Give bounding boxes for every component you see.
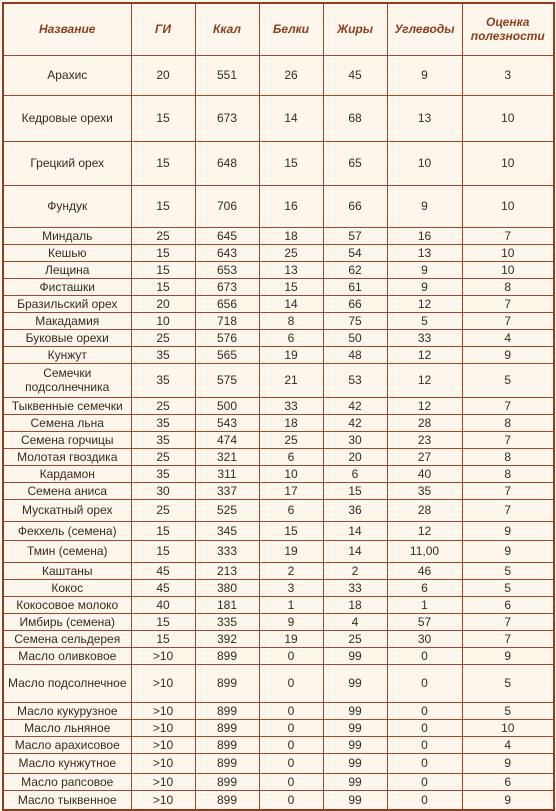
kcal-cell: 899 <box>195 702 259 719</box>
kcal-cell: 551 <box>195 55 259 95</box>
carbs-cell: 1 <box>387 596 462 613</box>
protein-cell: 15 <box>259 278 323 295</box>
header-name: Название <box>3 3 131 55</box>
table-row <box>3 596 554 613</box>
fat-cell: 18 <box>323 596 387 613</box>
protein-cell: 0 <box>259 773 323 790</box>
carbs-cell: 11,00 <box>387 540 462 562</box>
protein-cell: 0 <box>259 719 323 736</box>
kcal-cell: 380 <box>195 579 259 596</box>
usefulness-cell: 10 <box>462 141 554 185</box>
fat-cell: 15 <box>323 482 387 499</box>
usefulness-cell: 10 <box>462 244 554 261</box>
carbs-cell: 0 <box>387 719 462 736</box>
gi-cell: >10 <box>131 736 195 753</box>
table-row <box>3 329 554 346</box>
usefulness-cell: 7 <box>462 613 554 630</box>
carbs-cell: 13 <box>387 95 462 141</box>
protein-cell: 6 <box>259 329 323 346</box>
table-row <box>3 55 554 95</box>
fat-cell: 68 <box>323 95 387 141</box>
gi-cell: 35 <box>131 363 195 397</box>
gi-cell: 45 <box>131 579 195 596</box>
table-row <box>3 702 554 719</box>
table-row <box>3 363 554 397</box>
fat-cell: 30 <box>323 431 387 448</box>
name-cell: Лещина <box>3 261 131 278</box>
table-row <box>3 278 554 295</box>
fat-cell: 42 <box>323 414 387 431</box>
kcal-cell: 899 <box>195 647 259 664</box>
gi-cell: >10 <box>131 773 195 790</box>
protein-cell: 19 <box>259 540 323 562</box>
carbs-cell: 5 <box>387 312 462 329</box>
table-row <box>3 295 554 312</box>
fat-cell: 14 <box>323 540 387 562</box>
gi-cell: 15 <box>131 630 195 647</box>
kcal-cell: 474 <box>195 431 259 448</box>
usefulness-cell: 5 <box>462 579 554 596</box>
carbs-cell: 57 <box>387 613 462 630</box>
fat-cell: 4 <box>323 613 387 630</box>
kcal-cell: 899 <box>195 753 259 773</box>
kcal-cell: 565 <box>195 346 259 363</box>
carbs-cell: 12 <box>387 397 462 414</box>
fat-cell: 75 <box>323 312 387 329</box>
name-cell: Мускатный орех <box>3 499 131 521</box>
usefulness-cell: 7 <box>462 312 554 329</box>
name-cell: Грецкий орех <box>3 141 131 185</box>
table-row <box>3 521 554 540</box>
usefulness-cell: 8 <box>462 278 554 295</box>
carbs-cell: 23 <box>387 431 462 448</box>
name-cell: Семена горчицы <box>3 431 131 448</box>
fat-cell: 25 <box>323 630 387 647</box>
carbs-cell: 28 <box>387 414 462 431</box>
protein-cell: 19 <box>259 346 323 363</box>
gi-cell: >10 <box>131 702 195 719</box>
name-cell: Кедровые орехи <box>3 95 131 141</box>
header-gi: ГИ <box>131 3 195 55</box>
name-cell: Молотая гвоздика <box>3 448 131 465</box>
usefulness-cell: 7 <box>462 482 554 499</box>
carbs-cell: 30 <box>387 630 462 647</box>
carbs-cell: 0 <box>387 647 462 664</box>
carbs-cell: 9 <box>387 278 462 295</box>
fat-cell: 54 <box>323 244 387 261</box>
table-row <box>3 465 554 482</box>
usefulness-cell: 9 <box>462 521 554 540</box>
protein-cell: 18 <box>259 227 323 244</box>
kcal-cell: 718 <box>195 312 259 329</box>
header-kcal: Ккал <box>195 3 259 55</box>
fat-cell: 99 <box>323 753 387 773</box>
protein-cell: 14 <box>259 95 323 141</box>
kcal-cell: 311 <box>195 465 259 482</box>
carbs-cell: 9 <box>387 185 462 227</box>
usefulness-cell: 5 <box>462 562 554 579</box>
gi-cell: 25 <box>131 448 195 465</box>
kcal-cell: 500 <box>195 397 259 414</box>
protein-cell: 0 <box>259 753 323 773</box>
usefulness-cell: 7 <box>462 295 554 312</box>
table-row <box>3 499 554 521</box>
name-cell: Бразильский орех <box>3 295 131 312</box>
fat-cell: 48 <box>323 346 387 363</box>
kcal-cell: 333 <box>195 540 259 562</box>
header-carbs: Углеводы <box>387 3 462 55</box>
usefulness-cell: 7 <box>462 397 554 414</box>
gi-cell: 35 <box>131 465 195 482</box>
table-body <box>3 55 554 810</box>
gi-cell: 40 <box>131 596 195 613</box>
carbs-cell: 9 <box>387 55 462 95</box>
kcal-cell: 392 <box>195 630 259 647</box>
protein-cell: 21 <box>259 363 323 397</box>
gi-cell: 25 <box>131 397 195 414</box>
name-cell: Масло оливковое <box>3 647 131 664</box>
fat-cell: 66 <box>323 295 387 312</box>
kcal-cell: 575 <box>195 363 259 397</box>
header-protein: Белки <box>259 3 323 55</box>
name-cell: Масло кунжутное <box>3 753 131 773</box>
gi-cell: 15 <box>131 95 195 141</box>
fat-cell: 99 <box>323 773 387 790</box>
table-row <box>3 185 554 227</box>
usefulness-cell: 9 <box>462 346 554 363</box>
name-cell: Масло льняное <box>3 719 131 736</box>
name-cell: Тмин (семена) <box>3 540 131 562</box>
protein-cell: 15 <box>259 141 323 185</box>
carbs-cell: 0 <box>387 773 462 790</box>
table-row <box>3 613 554 630</box>
table-row <box>3 414 554 431</box>
protein-cell: 17 <box>259 482 323 499</box>
carbs-cell: 9 <box>387 261 462 278</box>
kcal-cell: 706 <box>195 185 259 227</box>
table-row <box>3 346 554 363</box>
name-cell: Фисташки <box>3 278 131 295</box>
name-cell: Макадамия <box>3 312 131 329</box>
gi-cell: 25 <box>131 499 195 521</box>
protein-cell: 14 <box>259 295 323 312</box>
protein-cell: 2 <box>259 562 323 579</box>
name-cell: Масло арахисовое <box>3 736 131 753</box>
name-cell: Каштаны <box>3 562 131 579</box>
kcal-cell: 899 <box>195 719 259 736</box>
carbs-cell: 13 <box>387 244 462 261</box>
fat-cell: 50 <box>323 329 387 346</box>
name-cell: Масло тыквенное <box>3 790 131 810</box>
fat-cell: 33 <box>323 579 387 596</box>
carbs-cell: 27 <box>387 448 462 465</box>
gi-cell: 20 <box>131 55 195 95</box>
table-row <box>3 431 554 448</box>
carbs-cell: 0 <box>387 753 462 773</box>
usefulness-cell: 9 <box>462 647 554 664</box>
name-cell: Фундук <box>3 185 131 227</box>
name-cell: Тыквенные семечки <box>3 397 131 414</box>
kcal-cell: 643 <box>195 244 259 261</box>
carbs-cell: 12 <box>387 363 462 397</box>
carbs-cell: 12 <box>387 346 462 363</box>
protein-cell: 0 <box>259 790 323 810</box>
protein-cell: 0 <box>259 702 323 719</box>
gi-cell: 25 <box>131 329 195 346</box>
table-row <box>3 562 554 579</box>
name-cell: Кокосовое молоко <box>3 596 131 613</box>
usefulness-cell: 8 <box>462 465 554 482</box>
usefulness-cell: 8 <box>462 414 554 431</box>
protein-cell: 6 <box>259 499 323 521</box>
name-cell: Семена сельдерея <box>3 630 131 647</box>
fat-cell: 99 <box>323 736 387 753</box>
protein-cell: 1 <box>259 596 323 613</box>
gi-cell: 35 <box>131 414 195 431</box>
gi-cell: 15 <box>131 244 195 261</box>
protein-cell: 0 <box>259 664 323 702</box>
fat-cell: 99 <box>323 647 387 664</box>
kcal-cell: 576 <box>195 329 259 346</box>
table-row <box>3 448 554 465</box>
usefulness-cell: 9 <box>462 753 554 773</box>
gi-cell: 10 <box>131 312 195 329</box>
usefulness-cell: 6 <box>462 596 554 613</box>
name-cell: Имбирь (семена) <box>3 613 131 630</box>
table-row <box>3 736 554 753</box>
carbs-cell: 33 <box>387 329 462 346</box>
carbs-cell: 46 <box>387 562 462 579</box>
usefulness-cell: 5 <box>462 664 554 702</box>
carbs-cell: 12 <box>387 295 462 312</box>
fat-cell: 42 <box>323 397 387 414</box>
header-row <box>3 3 554 55</box>
gi-cell: >10 <box>131 790 195 810</box>
protein-cell: 25 <box>259 244 323 261</box>
nutrition-table <box>2 2 555 811</box>
protein-cell: 0 <box>259 647 323 664</box>
name-cell: Кунжут <box>3 346 131 363</box>
gi-cell: 30 <box>131 482 195 499</box>
fat-cell: 14 <box>323 521 387 540</box>
gi-cell: 35 <box>131 346 195 363</box>
carbs-cell: 0 <box>387 702 462 719</box>
fat-cell: 62 <box>323 261 387 278</box>
gi-cell: >10 <box>131 664 195 702</box>
usefulness-cell: 3 <box>462 55 554 95</box>
usefulness-cell: 10 <box>462 261 554 278</box>
fat-cell: 20 <box>323 448 387 465</box>
kcal-cell: 673 <box>195 278 259 295</box>
kcal-cell: 337 <box>195 482 259 499</box>
usefulness-cell: 5 <box>462 702 554 719</box>
gi-cell: 15 <box>131 278 195 295</box>
table-row <box>3 141 554 185</box>
carbs-cell: 6 <box>387 579 462 596</box>
gi-cell: >10 <box>131 753 195 773</box>
name-cell: Семечки подсолнечника <box>3 363 131 397</box>
carbs-cell: 0 <box>387 664 462 702</box>
usefulness-cell: 7 <box>462 499 554 521</box>
fat-cell: 99 <box>323 702 387 719</box>
gi-cell: 15 <box>131 141 195 185</box>
gi-cell: 25 <box>131 227 195 244</box>
gi-cell: 20 <box>131 295 195 312</box>
name-cell: Масло кукурузное <box>3 702 131 719</box>
kcal-cell: 899 <box>195 790 259 810</box>
name-cell: Масло рапсовое <box>3 773 131 790</box>
kcal-cell: 645 <box>195 227 259 244</box>
fat-cell: 45 <box>323 55 387 95</box>
usefulness-cell: 6 <box>462 773 554 790</box>
table-row <box>3 579 554 596</box>
fat-cell: 99 <box>323 719 387 736</box>
gi-cell: 15 <box>131 613 195 630</box>
name-cell: Кардамон <box>3 465 131 482</box>
fat-cell: 6 <box>323 465 387 482</box>
table-row <box>3 397 554 414</box>
kcal-cell: 899 <box>195 736 259 753</box>
usefulness-cell: 10 <box>462 719 554 736</box>
gi-cell: 15 <box>131 261 195 278</box>
gi-cell: 35 <box>131 431 195 448</box>
name-cell: Кокос <box>3 579 131 596</box>
kcal-cell: 899 <box>195 773 259 790</box>
carbs-cell: 10 <box>387 141 462 185</box>
protein-cell: 3 <box>259 579 323 596</box>
name-cell: Масло подсолнечное <box>3 664 131 702</box>
fat-cell: 36 <box>323 499 387 521</box>
fat-cell: 2 <box>323 562 387 579</box>
protein-cell: 6 <box>259 448 323 465</box>
gi-cell: 45 <box>131 562 195 579</box>
protein-cell: 16 <box>259 185 323 227</box>
protein-cell: 19 <box>259 630 323 647</box>
name-cell: Семена аниса <box>3 482 131 499</box>
protein-cell: 8 <box>259 312 323 329</box>
kcal-cell: 543 <box>195 414 259 431</box>
name-cell: Арахис <box>3 55 131 95</box>
carbs-cell: 35 <box>387 482 462 499</box>
gi-cell: 15 <box>131 185 195 227</box>
name-cell: Фекхель (семена) <box>3 521 131 540</box>
usefulness-cell: 5 <box>462 363 554 397</box>
table-row <box>3 261 554 278</box>
kcal-cell: 648 <box>195 141 259 185</box>
usefulness-cell: 10 <box>462 185 554 227</box>
gi-cell: >10 <box>131 647 195 664</box>
kcal-cell: 673 <box>195 95 259 141</box>
table-row <box>3 95 554 141</box>
usefulness-cell: 8 <box>462 448 554 465</box>
protein-cell: 9 <box>259 613 323 630</box>
fat-cell: 57 <box>323 227 387 244</box>
kcal-cell: 345 <box>195 521 259 540</box>
name-cell: Миндаль <box>3 227 131 244</box>
table-row <box>3 647 554 664</box>
kcal-cell: 653 <box>195 261 259 278</box>
carbs-cell: 0 <box>387 790 462 810</box>
table-row <box>3 482 554 499</box>
carbs-cell: 16 <box>387 227 462 244</box>
fat-cell: 65 <box>323 141 387 185</box>
name-cell: Буковые орехи <box>3 329 131 346</box>
fat-cell: 53 <box>323 363 387 397</box>
kcal-cell: 335 <box>195 613 259 630</box>
usefulness-cell: 4 <box>462 736 554 753</box>
gi-cell: 15 <box>131 540 195 562</box>
gi-cell: >10 <box>131 719 195 736</box>
protein-cell: 13 <box>259 261 323 278</box>
kcal-cell: 181 <box>195 596 259 613</box>
usefulness-cell: 4 <box>462 329 554 346</box>
usefulness-cell: 10 <box>462 95 554 141</box>
table-row <box>3 630 554 647</box>
carbs-cell: 40 <box>387 465 462 482</box>
table-row <box>3 719 554 736</box>
carbs-cell: 12 <box>387 521 462 540</box>
header-usefulness: Оценка полезности <box>462 3 554 55</box>
name-cell: Кешью <box>3 244 131 261</box>
fat-cell: 66 <box>323 185 387 227</box>
gi-cell: 15 <box>131 521 195 540</box>
usefulness-cell: 7 <box>462 227 554 244</box>
table-row <box>3 244 554 261</box>
table-row <box>3 790 554 810</box>
fat-cell: 99 <box>323 790 387 810</box>
table-row <box>3 664 554 702</box>
usefulness-cell: 9 <box>462 790 554 810</box>
kcal-cell: 899 <box>195 664 259 702</box>
kcal-cell: 213 <box>195 562 259 579</box>
table-row <box>3 753 554 773</box>
protein-cell: 15 <box>259 521 323 540</box>
header-fat: Жиры <box>323 3 387 55</box>
protein-cell: 26 <box>259 55 323 95</box>
protein-cell: 0 <box>259 736 323 753</box>
protein-cell: 25 <box>259 431 323 448</box>
protein-cell: 10 <box>259 465 323 482</box>
carbs-cell: 28 <box>387 499 462 521</box>
table-row <box>3 227 554 244</box>
carbs-cell: 0 <box>387 736 462 753</box>
fat-cell: 61 <box>323 278 387 295</box>
table-row <box>3 540 554 562</box>
name-cell: Семена льна <box>3 414 131 431</box>
protein-cell: 33 <box>259 397 323 414</box>
usefulness-cell: 7 <box>462 630 554 647</box>
fat-cell: 99 <box>323 664 387 702</box>
kcal-cell: 656 <box>195 295 259 312</box>
kcal-cell: 525 <box>195 499 259 521</box>
protein-cell: 18 <box>259 414 323 431</box>
table-row <box>3 773 554 790</box>
table-row <box>3 312 554 329</box>
usefulness-cell: 7 <box>462 431 554 448</box>
kcal-cell: 321 <box>195 448 259 465</box>
usefulness-cell: 9 <box>462 540 554 562</box>
